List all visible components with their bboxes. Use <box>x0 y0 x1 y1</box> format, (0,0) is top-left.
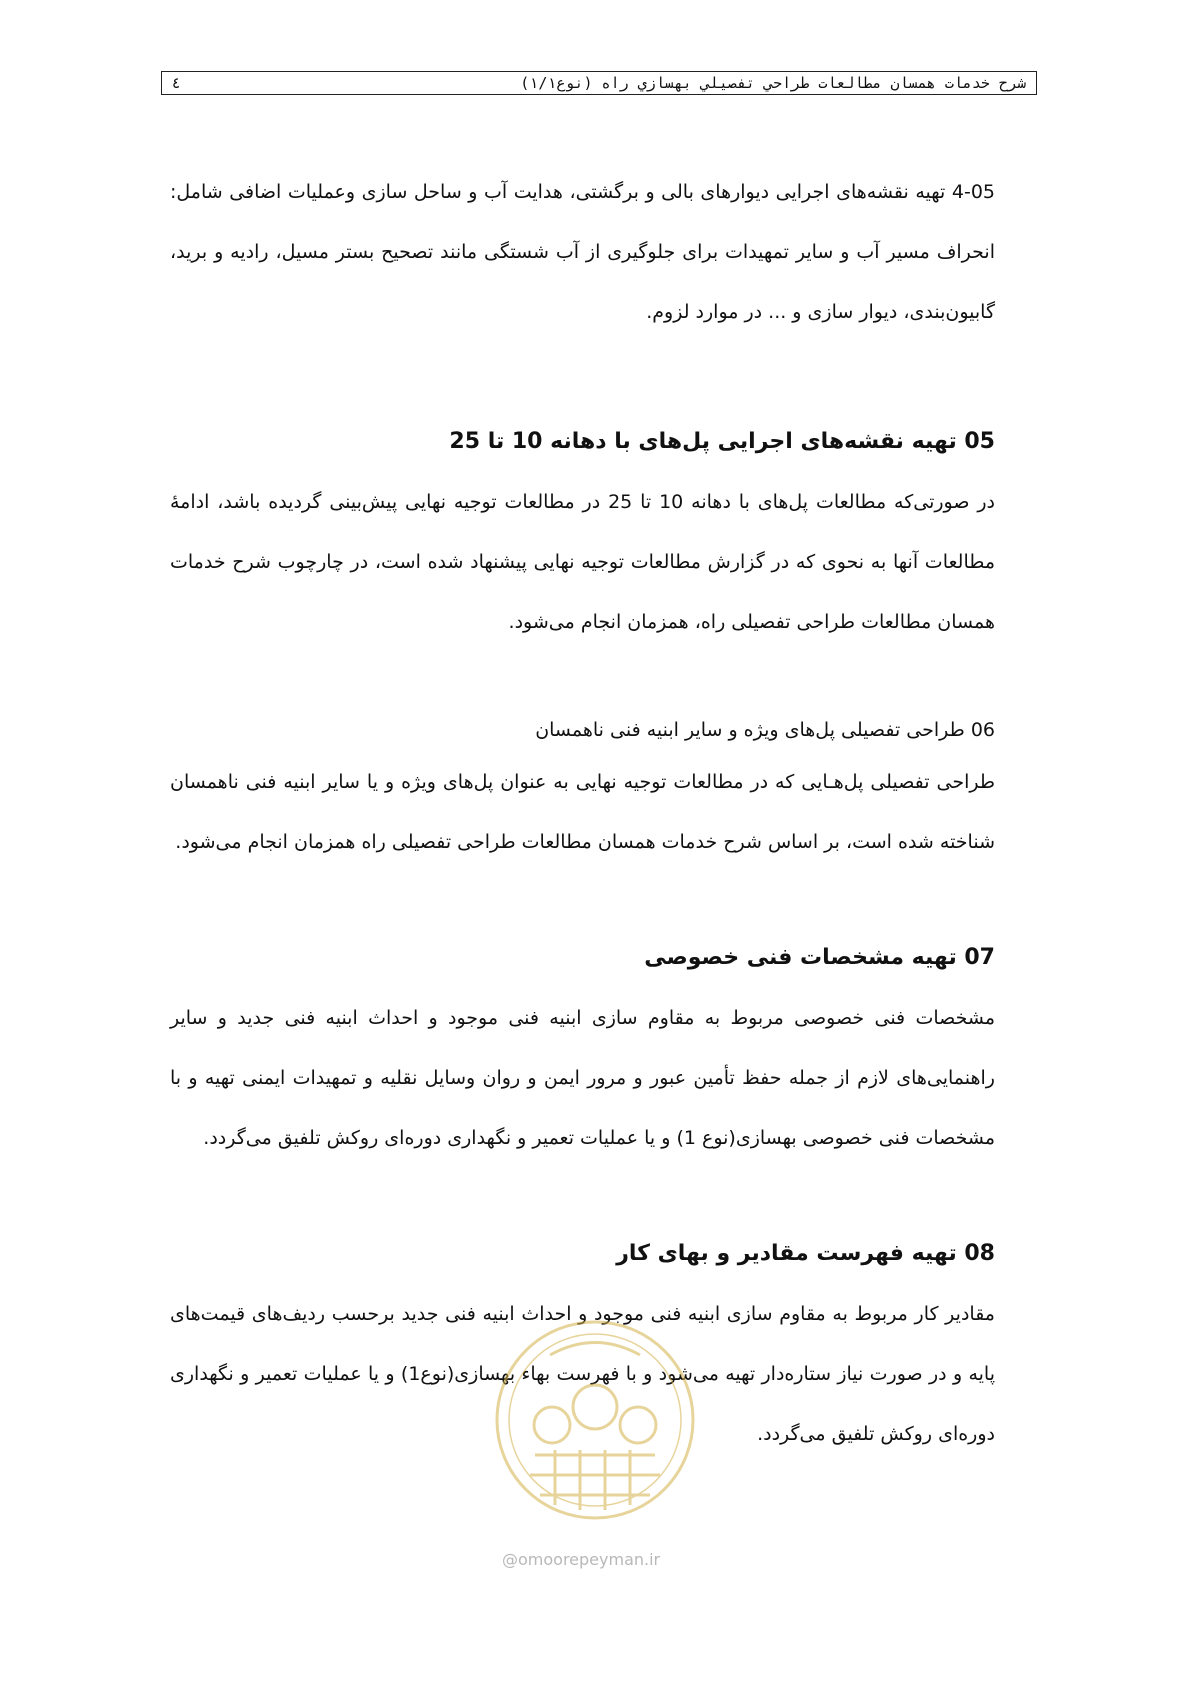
running-header <box>161 71 1037 95</box>
paragraph-07: مشخصات فنی خصوصی مربوط به مقاوم سازی ابنیه فنی موجود و احداث ابنیه فنی جدید و سایر راهنمایی‌های لازم از جمله حفظ تأمین عبور و مرور ایمن و روان وسایل نقلیه و تمهیدات ایمنی تهیه و با مشخصات فنی خصوصی بهسازی(نوع 1) و یا عملیات تعمیر و نگهداری دوره‌ای روکش تلفیق می‌گردد. <box>170 1007 995 1149</box>
paragraph-08: مقادیر کار مربوط به مقاوم سازی ابنیه فنی موجود و احداث ابنیه فنی جدید برحسب ردیف‌های قیمت‌های پایه و در صورت نیاز ستاره‌دار تهیه می‌شود و با فهرست بهاء بهسازی(نوع1) و یا عملیات تعمیر و نگهداری دوره‌ای روکش تلفیق می‌گردد. <box>170 1303 995 1445</box>
section-heading-05: 05 تهیه نقشه‌های اجرایی پل‌های با دهانه 10 تا 25 <box>449 429 995 454</box>
paragraph-06: طراحی تفصیلی پل‌هـایی که در مطالعات توجیه نهایی به عنوان پل‌های ویژه و یا سایر ابنیه فنی ناهمسان شناخته شده است، بر اساس شرح خدمات همسان مطالعات طراحی تفصیلی راه همزمان انجام می‌شود. <box>170 771 995 853</box>
section-heading-07: 07 تهیه مشخصات فنی خصوصی <box>644 945 995 970</box>
document-body <box>170 162 995 1464</box>
header-title: شرح خدمات همسان مطالعات طراحي تفصيلي بهسازي راه (نوع۱/۱) <box>520 74 1026 92</box>
watermark-logo <box>490 1315 700 1525</box>
section-heading-08: 08 تهیه فهرست مقادیر و بهای کار <box>616 1241 995 1266</box>
page-number: ٤ <box>172 74 181 92</box>
paragraph-05: در صورتی‌که مطالعات پل‌های با دهانه 10 تا 25 در مطالعات توجیه نهایی پیش‌بینی گردیده باشد، ادامهٔ مطالعات آنها به نحوی که در گزارش مطالعات توجیه نهایی پیشنهاد شده است، در چارچوب شرح خدمات همسان مطالعات طراحی تفصیلی راه، همزمان انجام می‌شود. <box>170 491 996 633</box>
section-heading-06: 06 طراحی تفصیلی پل‌های ویژه و سایر ابنیه فنی ناهمسان <box>535 719 995 741</box>
watermark-url: @omoorepeyman.ir <box>502 1550 661 1569</box>
paragraph-4-05: 4-05 تهیه نقشه‌های اجرایی دیوارهای بالی و برگشتی، هدایت آب و ساحل سازی وعملیات اضافی شامل: انحراف مسیر آب و سایر تمهیدات برای جلوگیری از آب شستگی مانند تصحیح بستر مسیل، رادیه و برید، گابیون‌بندی، دیوار سازی و ... در موارد لزوم. <box>170 181 995 323</box>
